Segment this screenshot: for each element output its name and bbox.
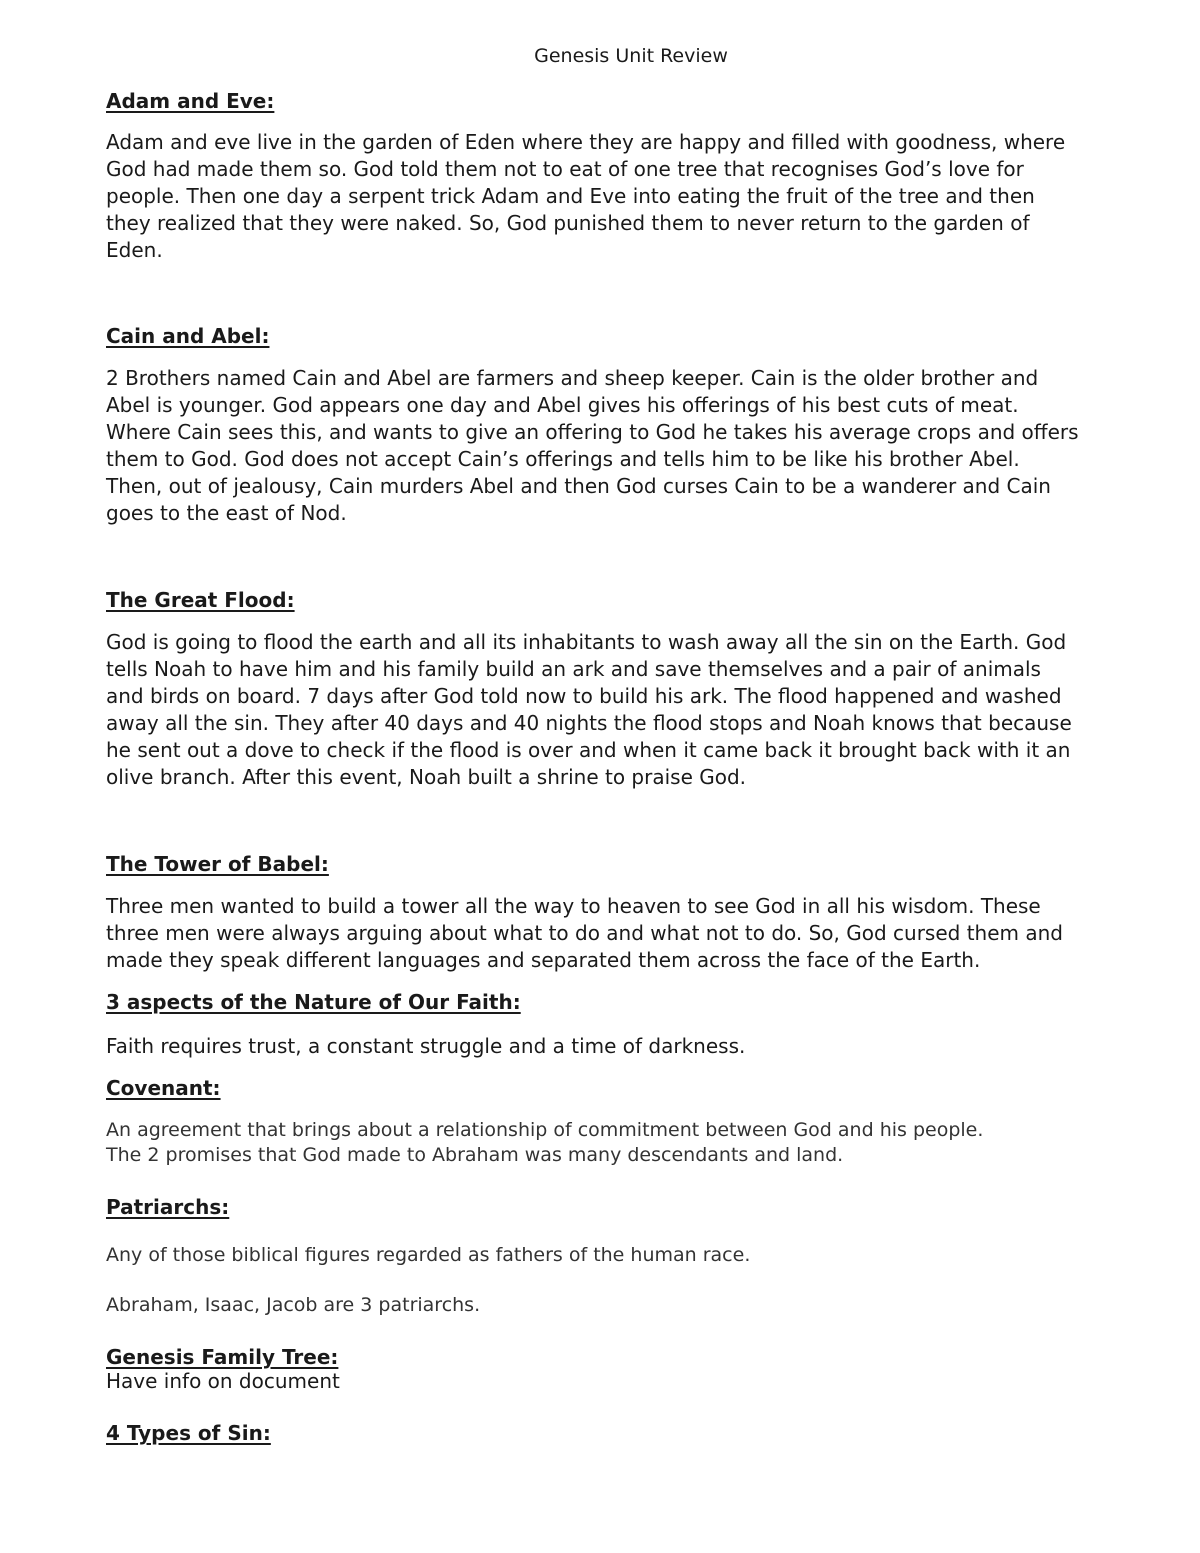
paragraph-patriarchs-definition <box>106 1243 1166 1268</box>
paragraph-line: Have info on document <box>106 1369 340 1393</box>
paragraph-line: 2 Brothers named Cain and Abel are farmers and sheep keeper. Cain is the older brother and <box>106 366 1039 390</box>
paragraph-line: made they speak different languages and separated them across the face of the Earth. <box>106 948 981 972</box>
paragraph-cain-and-abel <box>106 365 1166 527</box>
paragraph-line: them to God. God does not accept Cain’s offerings and tells him to be like his brother Abel. <box>106 447 1020 471</box>
paragraph-line: tells Noah to have him and his family build an ark and save themselves and a pair of animals <box>106 657 1041 681</box>
paragraph-line: people. Then one day a serpent trick Adam and Eve into eating the fruit of the tree and then <box>106 184 1035 208</box>
paragraph-great-flood <box>106 629 1166 791</box>
paragraph-line: away all the sin. They after 40 days and 40 nights the flood stops and Noah knows that because <box>106 711 1072 735</box>
paragraph-nature-of-faith <box>106 1033 1166 1060</box>
paragraph-line: Abel is younger. God appears one day and Abel gives his offerings of his best cuts of meat. <box>106 393 1019 417</box>
paragraph-line: he sent out a dove to check if the flood is over and when it came back it brought back with it an <box>106 738 1071 762</box>
heading-tower-of-babel: The Tower of Babel: <box>106 852 329 876</box>
heading-types-of-sin: 4 Types of Sin: <box>106 1421 271 1445</box>
paragraph-line: Any of those biblical figures regarded as fathers of the human race. <box>106 1244 751 1266</box>
paragraph-line: Abraham, Isaac, Jacob are 3 patriarchs. <box>106 1294 481 1316</box>
document-title: Genesis Unit Review <box>534 45 728 67</box>
paragraph-patriarchs-examples <box>106 1293 1166 1318</box>
heading-great-flood: The Great Flood: <box>106 588 295 612</box>
paragraph-line: The 2 promises that God made to Abraham was many descendants and land. <box>106 1144 844 1166</box>
paragraph-line: three men were always arguing about what to do and what not to do. So, God cursed them and <box>106 921 1064 945</box>
paragraph-line: and birds on board. 7 days after God told now to build his ark. The flood happened and washed <box>106 684 1062 708</box>
paragraph-line: Faith requires trust, a constant struggle and a time of darkness. <box>106 1034 746 1058</box>
heading-patriarchs: Patriarchs: <box>106 1195 230 1219</box>
paragraph-adam-and-eve <box>106 129 1166 264</box>
paragraph-line: Adam and eve live in the garden of Eden where they are happy and filled with goodness, where <box>106 130 1066 154</box>
paragraph-covenant <box>106 1118 1166 1168</box>
paragraph-line: God is going to flood the earth and all its inhabitants to wash away all the sin on the Earth. God <box>106 630 1067 654</box>
paragraph-line: Where Cain sees this, and wants to give an offering to God he takes his average crops and offers <box>106 420 1079 444</box>
paragraph-line: An agreement that brings about a relationship of commitment between God and his people. <box>106 1119 984 1141</box>
paragraph-tower-of-babel <box>106 893 1166 974</box>
paragraph-line: Three men wanted to build a tower all the way to heaven to see God in all his wisdom. These <box>106 894 1041 918</box>
paragraph-line: God had made them so. God told them not to eat of one tree that recognises God’s love for <box>106 157 1024 181</box>
paragraph-line: Then, out of jealousy, Cain murders Abel and then God curses Cain to be a wanderer and Cain <box>106 474 1051 498</box>
paragraph-line: Eden. <box>106 238 163 262</box>
paragraph-line: goes to the east of Nod. <box>106 501 347 525</box>
heading-nature-of-faith: 3 aspects of the Nature of Our Faith: <box>106 990 521 1014</box>
paragraph-line: they realized that they were naked. So, God punished them to never return to the garden of <box>106 211 1030 235</box>
heading-adam-and-eve: Adam and Eve: <box>106 89 275 113</box>
paragraph-line: olive branch. After this event, Noah built a shrine to praise God. <box>106 765 747 789</box>
heading-covenant: Covenant: <box>106 1076 221 1100</box>
paragraph-family-tree <box>106 1368 1166 1395</box>
heading-family-tree: Genesis Family Tree: <box>106 1345 339 1369</box>
heading-cain-and-abel: Cain and Abel: <box>106 324 270 348</box>
